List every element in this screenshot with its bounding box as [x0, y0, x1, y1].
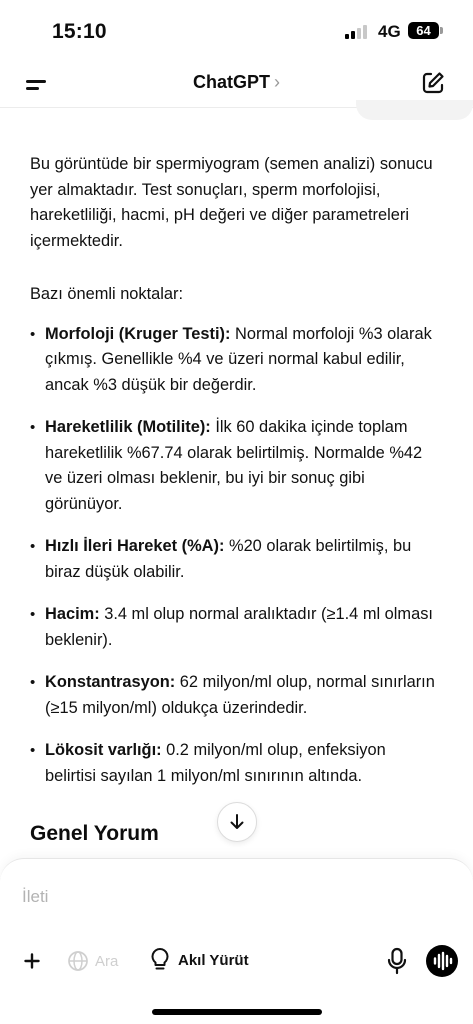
search-label: Ara [95, 952, 119, 970]
new-chat-icon [420, 70, 446, 96]
list-item [30, 602, 440, 653]
model-selector[interactable] [0, 72, 473, 93]
list-item-label: Hareketlilik (Motilite): [45, 418, 211, 436]
arrow-down-icon [228, 813, 246, 831]
globe-icon [67, 950, 89, 972]
list-item [30, 670, 440, 721]
list-item [30, 415, 440, 517]
plus-icon [16, 945, 48, 977]
list-item [30, 322, 440, 399]
list-item-text: 3.4 ml olup normal aralıktadır (≥1.4 ml olması beklenir). [45, 605, 433, 649]
microphone-icon [384, 945, 410, 977]
status-bar [0, 0, 473, 62]
dictation-button[interactable] [384, 945, 410, 977]
list-item-text: 62 milyon/ml olup, normal sınırların (≥15 milyon/ml) oldukça üzerindedir. [45, 673, 435, 717]
list-item-label: Morfoloji (Kruger Testi): [45, 324, 231, 343]
status-time: 15:10 [52, 20, 107, 43]
assistant-message [30, 152, 440, 806]
list-item-label: Lökosit varlığı: [45, 741, 162, 759]
list-item [30, 738, 440, 789]
list-item [30, 534, 440, 585]
voice-mode-button[interactable] [426, 945, 458, 977]
message-input[interactable] [22, 887, 442, 907]
cellular-signal-icon [345, 25, 371, 39]
list-item-label: Konstantrasyon: [45, 673, 176, 691]
list-item-label: Hacim: [45, 605, 100, 623]
list-item-text: %20 olarak belirtilmiş, bu biraz düşük olabilir. [45, 537, 412, 581]
reason-toggle[interactable] [150, 946, 249, 974]
waveform-icon [426, 945, 458, 977]
composer [0, 858, 473, 1024]
network-type: 4G [378, 22, 401, 41]
attach-button[interactable] [16, 945, 48, 977]
battery-tip [440, 27, 443, 34]
list-item-text: İlk 60 dakika içinde toplam hareketlilik %67.74 olarak belirtilmiş. Normalde %42 ve üzeri olması beklenir, bu iyi bir sonuç gibi görünüyor. [45, 418, 423, 513]
chevron-right-icon: › [274, 72, 280, 92]
battery-icon: 64 [408, 22, 439, 39]
scroll-to-bottom-button[interactable] [217, 802, 257, 842]
message-intro: Bu görüntüde bir spermiyogram (semen analizi) sonucu yer almaktadır. Test sonuçları, sperm morfolojisi, hareketliliği, hacmi, pH değeri ve diğer parametreleri içermektedir. [30, 155, 433, 250]
list-item-text: Normal morfoloji %3 olarak çıkmış. Genellikle %4 ve üzeri normal kabul edilir, ancak %3 düşük bir değerdir. [45, 324, 432, 394]
previous-user-message-bubble [356, 100, 473, 120]
points-heading: Bazı önemli noktalar: [30, 285, 184, 303]
key-points-list [30, 322, 440, 790]
lightbulb-icon [150, 947, 170, 973]
reason-label: Akıl Yürüt [178, 951, 249, 969]
new-chat-button[interactable] [420, 70, 452, 100]
home-indicator [152, 1009, 322, 1015]
list-item-text: 0.2 milyon/ml olup, enfeksiyon belirtisi sayılan 1 milyon/ml sınırının altında. [45, 741, 386, 785]
page-title: ChatGPT [192, 72, 270, 92]
search-toggle[interactable] [67, 949, 118, 973]
section-heading: Genel Yorum [30, 822, 159, 845]
list-item-label: Hızlı İleri Hareket (%A): [45, 537, 225, 555]
